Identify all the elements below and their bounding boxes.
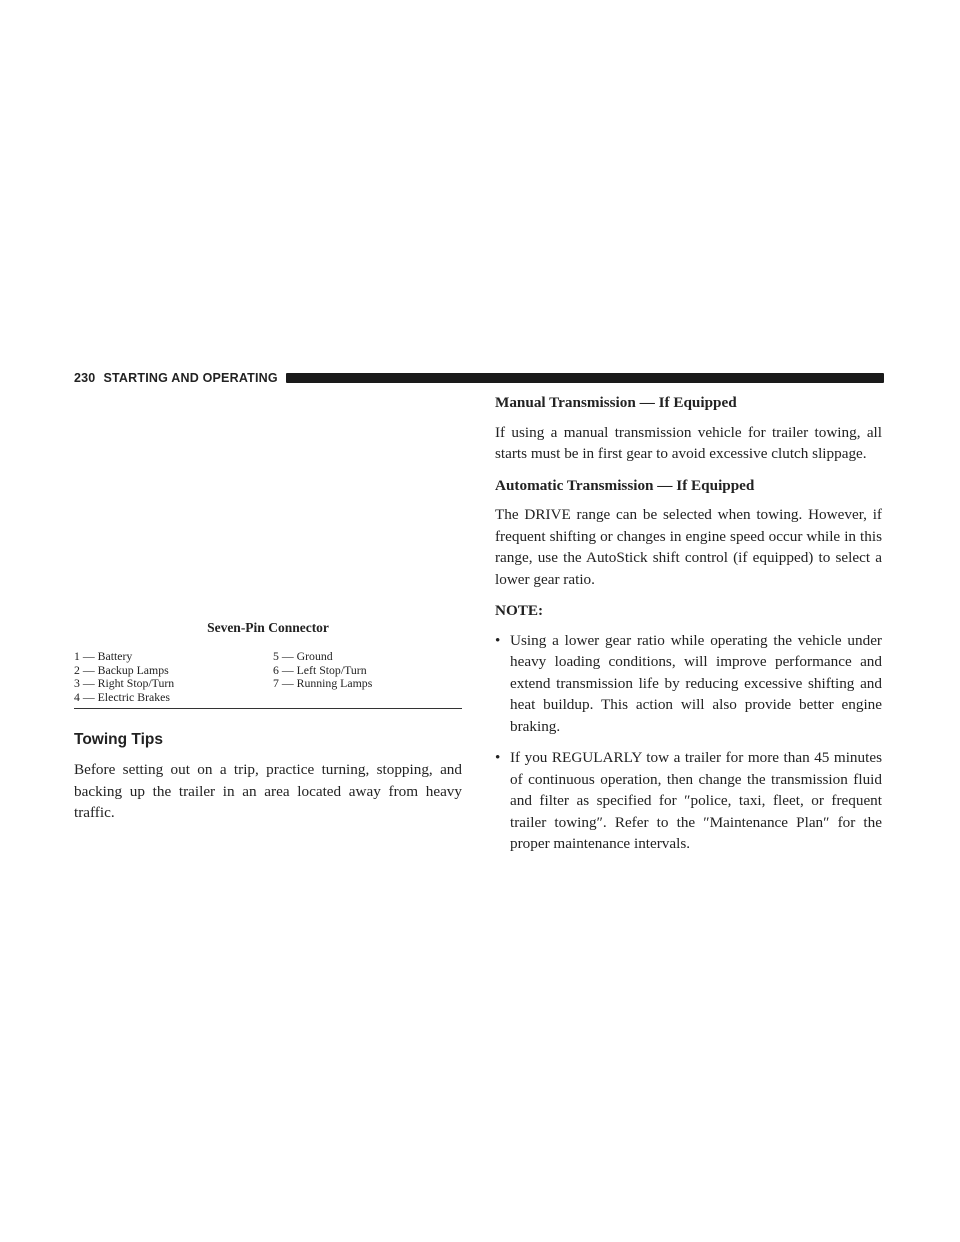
legend-item: 3 — Right Stop/Turn (74, 676, 175, 690)
note-text: Using a lower gear ratio while operating the vehicle under heavy loading conditions, will improve performance and extend transmission life by reducing excessive shifting and heat buildup. This action will also provide better engine braking. (510, 631, 882, 735)
left-column (74, 620, 462, 834)
towing-tips-body: Before setting out on a trip, practice turning, stopping, and backing up the trailer in an area located away from heavy traffic. (74, 761, 462, 821)
bullet-icon: • (495, 749, 501, 766)
note-text: If you REGULARLY tow a trailer for more than 45 minutes of continuous operation, then change the transmission fluid and filter as specified for ″police, taxi, fleet, or frequent trailer towing″. Refer to the ″Maintenance Plan″ for the proper maintenance intervals. (510, 749, 882, 852)
manual-transmission-body: If using a manual transmission vehicle for trailer towing, all starts must be in first gear to avoid excessive clutch slippage. (495, 423, 882, 462)
right-column (495, 392, 882, 865)
header-rule (286, 373, 884, 383)
page-number: 230 (74, 371, 96, 385)
figure-legend (74, 650, 462, 704)
list-item (495, 630, 882, 738)
page-header (74, 371, 884, 385)
bullet-icon: • (495, 631, 501, 649)
automatic-transmission-heading: Automatic Transmission — If Equipped (495, 476, 755, 494)
manual-transmission-heading: Manual Transmission — If Equipped (495, 394, 737, 411)
towing-tips-heading: Towing Tips (74, 731, 163, 748)
legend-item: 1 — Battery (74, 649, 133, 663)
legend-item: 2 — Backup Lamps (74, 662, 169, 677)
legend-item: 6 — Left Stop/Turn (273, 662, 367, 677)
automatic-transmission-body: The DRIVE range can be selected when towing. However, if frequent shifting or changes in engine speed occur while in this range, use the AutoStick shift control (if equipped) to select a lower gear ratio. (495, 506, 882, 588)
legend-divider (74, 708, 462, 709)
legend-item (273, 691, 462, 705)
note-list (495, 630, 882, 855)
list-item (495, 747, 882, 855)
legend-item: 5 — Ground (273, 649, 333, 663)
figure-caption: Seven-Pin Connector (207, 620, 329, 635)
legend-item: 7 — Running Lamps (273, 676, 373, 690)
legend-item: 4 — Electric Brakes (74, 689, 170, 704)
note-label: NOTE: (495, 602, 544, 619)
section-title: STARTING AND OPERATING (103, 371, 278, 385)
